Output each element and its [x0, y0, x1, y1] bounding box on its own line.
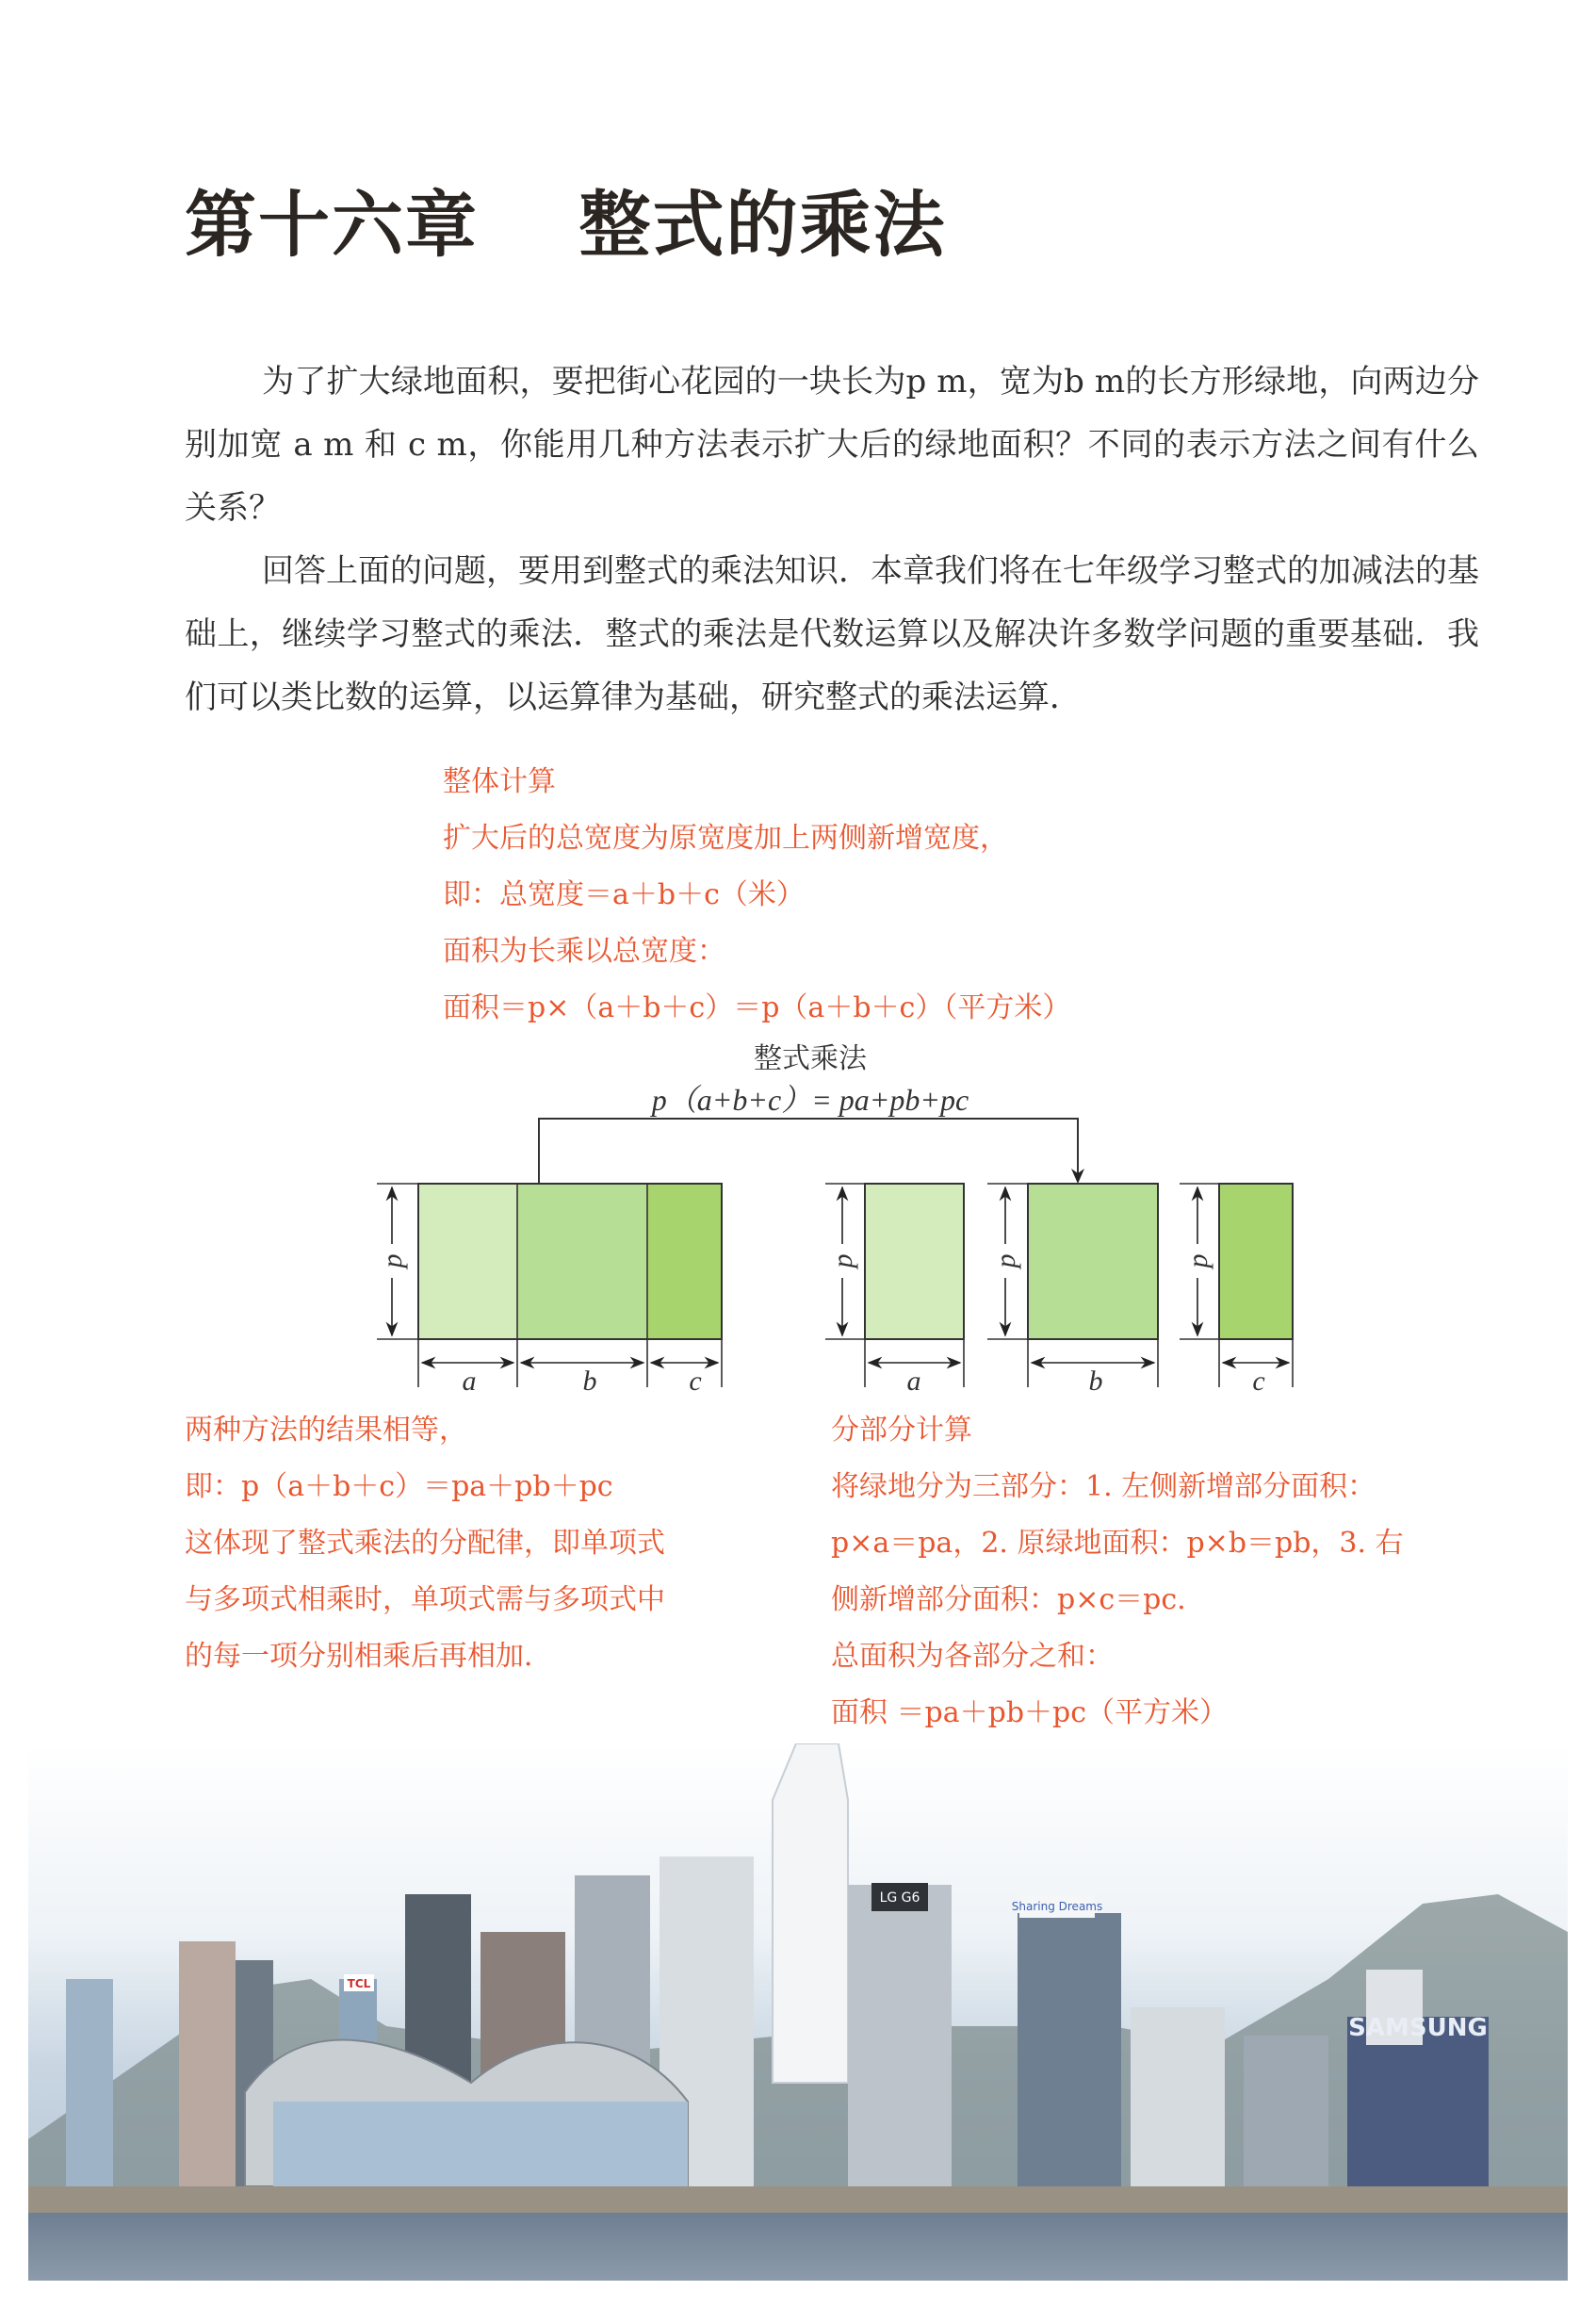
note-partial-heading: 分部分计算 [831, 1414, 972, 1447]
note-partial-line-5: 面积 ＝pa＋pb＋pc（平方米） [831, 1696, 1229, 1729]
note-equal-results [185, 1402, 665, 1685]
note-partial-line-1: 将绿地分为三部分：1. 左侧新增部分面积： [831, 1470, 1376, 1503]
note-partial-line-2: p×a＝pa，2. 原绿地面积：p×b＝pb，3. 右 [831, 1527, 1404, 1560]
note-equal-line-2: 即：p（a＋b＋c）＝pa＋pb＋pc [185, 1470, 613, 1503]
diagram-caption: 整式乘法 [754, 1042, 867, 1075]
svg-text:a: a [906, 1366, 921, 1397]
note-whole-line-4: 面积＝p×（a＋b＋c）＝p（a＋b＋c）（平方米） [443, 991, 1071, 1024]
note-whole-line-2: 即：总宽度＝a＋b＋c（米） [443, 878, 805, 911]
intro-paragraph-2-text: 回答上面的问题，要用到整式的乘法知识．本章我们将在七年级学习整式的加减法的基础上，继续学习整式的乘法．整式的乘法是代数运算以及解决许多数学问题的重要基础．我们可以类比数的运算，以运算律为基础，研究整式的乘法运算． [185, 552, 1479, 716]
separate-rectangle-c [1180, 1184, 1293, 1397]
svg-text:p: p [990, 1253, 1021, 1268]
note-whole-line-3: 面积为长乘以总宽度： [443, 935, 725, 968]
intro-paragraph-1-text: 为了扩大绿地面积，要把街心花园的一块长为p m，宽为b m的长方形绿地，向两边分别加宽 a m 和 c m，你能用几种方法表示扩大后的绿地面积？不同的表示方法之间有什么关系？ [185, 363, 1479, 527]
separate-rectangle-a [825, 1184, 964, 1397]
note-partial-calculation [831, 1402, 1404, 1742]
note-partial-line-3: 侧新增部分面积：p×c＝pc. [831, 1583, 1186, 1616]
segment-c [647, 1184, 722, 1339]
distributive-formula: p（a+b+c）= pa+pb+pc [651, 1083, 969, 1117]
svg-text:b: b [1088, 1366, 1103, 1397]
note-equal-line-5: 的每一项分别相乘后再相加． [185, 1640, 552, 1673]
sign-samsung: SAMSUNG [1348, 2014, 1488, 2042]
segment-b [517, 1184, 647, 1339]
combined-rectangle [377, 1184, 722, 1397]
sign-lg: LG G6 [879, 1890, 920, 1906]
connector-arrow [539, 1119, 1084, 1184]
segment-a [418, 1184, 517, 1339]
width-label-a: a [462, 1366, 477, 1397]
sign-sharing-dreams: Sharing Dreams [1011, 1900, 1103, 1913]
sign-tcl: TCL [347, 1977, 371, 1990]
height-label-p: p [377, 1253, 408, 1268]
note-equal-line-1: 两种方法的结果相等， [185, 1414, 467, 1447]
separate-rectangle-b [987, 1184, 1158, 1397]
note-equal-line-4: 与多项式相乘时，单项式需与多项式中 [185, 1583, 665, 1616]
city-skyline-photo [28, 1743, 1568, 2281]
note-whole-line-1: 扩大后的总宽度为原宽度加上两侧新增宽度， [443, 822, 1008, 855]
chapter-title: 第十六章 整式的乘法 [185, 183, 947, 267]
note-equal-line-3: 这体现了整式乘法的分配律，即单项式 [185, 1527, 665, 1560]
svg-text:p: p [827, 1253, 858, 1268]
svg-text:c: c [1252, 1366, 1265, 1397]
note-whole-heading: 整体计算 [443, 765, 556, 798]
width-label-c: c [689, 1366, 702, 1397]
width-label-b: b [582, 1366, 597, 1397]
svg-text:p: p [1182, 1253, 1213, 1268]
note-partial-line-4: 总面积为各部分之和： [831, 1640, 1114, 1673]
